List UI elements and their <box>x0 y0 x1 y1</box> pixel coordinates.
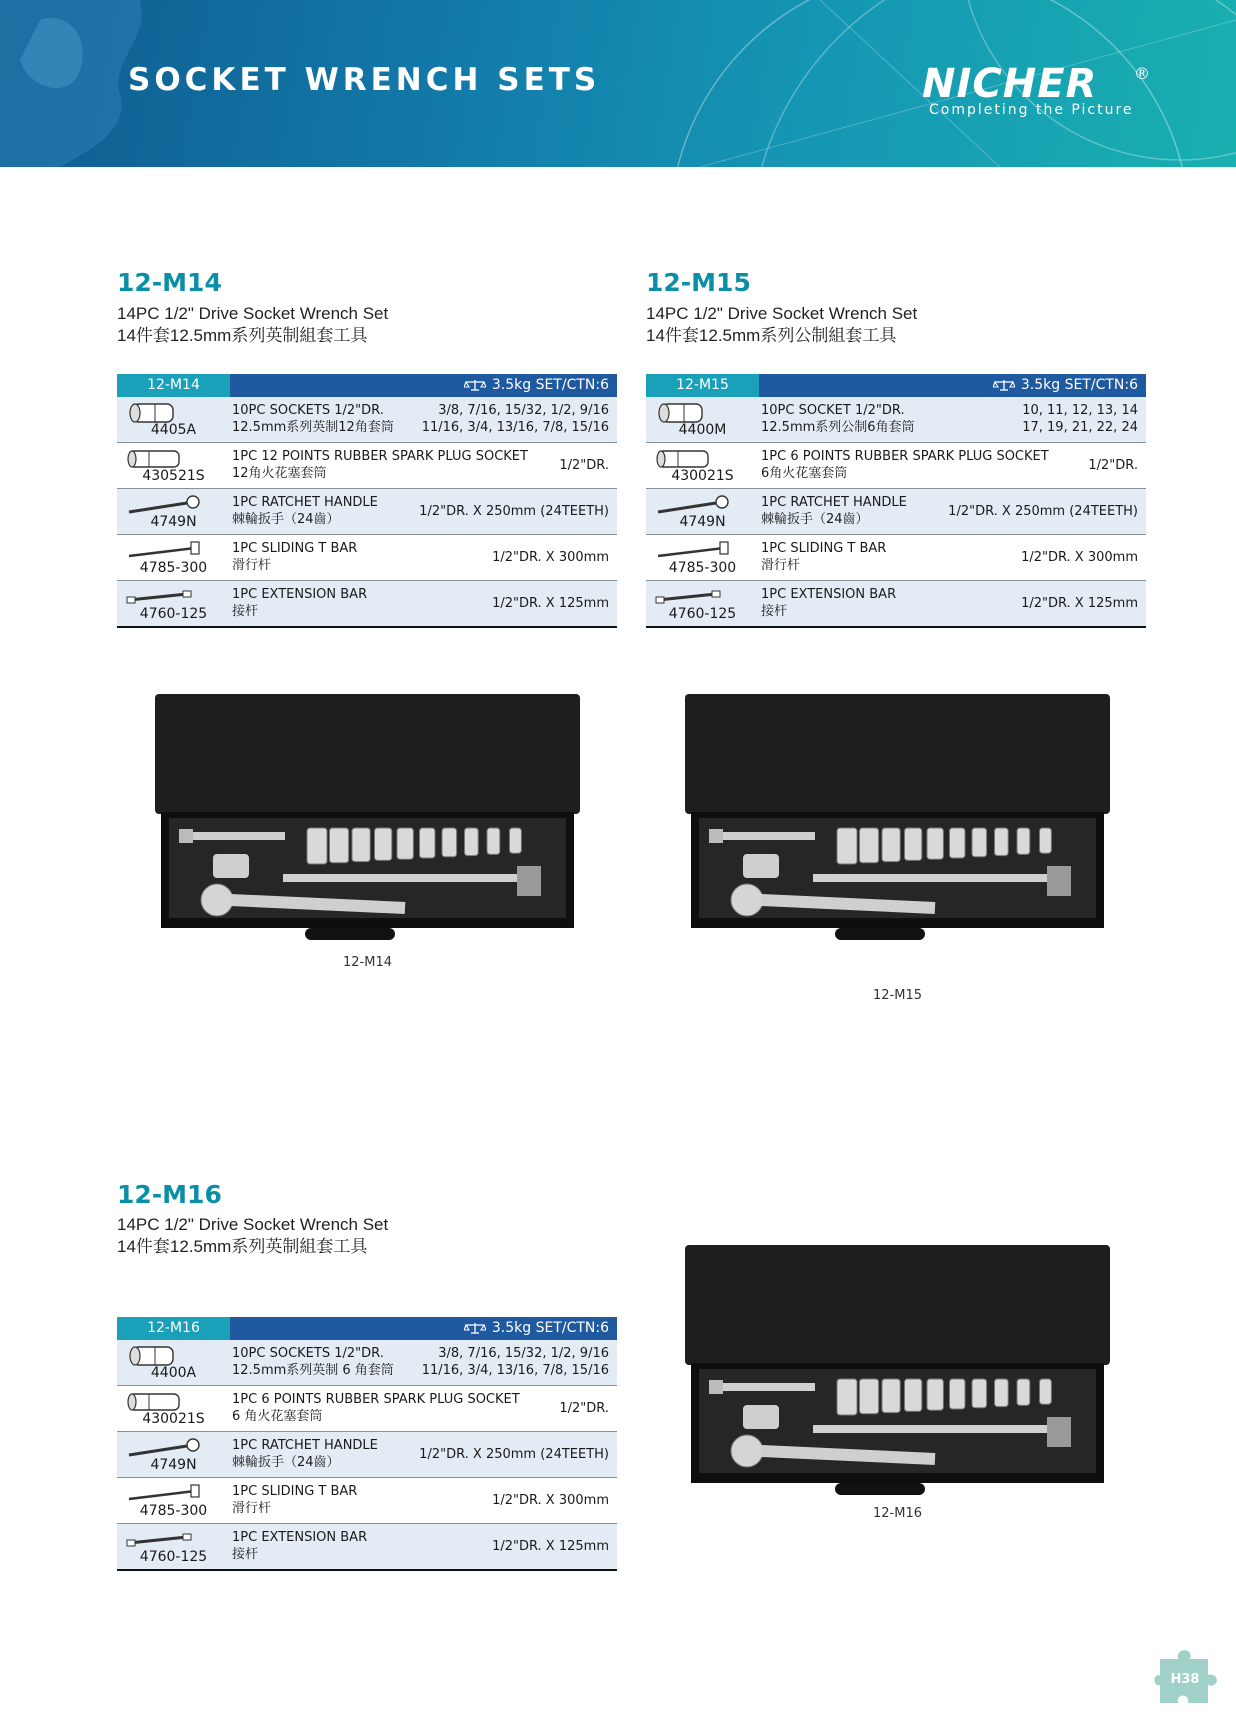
item-name-en: 1PC EXTENSION BAR <box>761 587 897 602</box>
item-size <box>559 1400 609 1417</box>
part-number: 4405A <box>150 422 197 438</box>
item-size <box>948 503 1138 520</box>
item-size-line2: 17, 19, 21, 22, 24 <box>1022 420 1138 435</box>
item-name <box>232 1345 394 1379</box>
item-size-line1: 1/2"DR. <box>559 1401 609 1416</box>
item-size-line1: 1/2"DR. X 300mm <box>492 1493 609 1508</box>
page-title: SOCKET WRENCH SETS <box>128 62 601 98</box>
item-name <box>761 448 1049 482</box>
item-name-en: 1PC SLIDING T BAR <box>761 541 887 556</box>
item-name-zh: 棘輪扳手（24齒） <box>232 512 340 527</box>
table-row <box>117 1432 617 1478</box>
spec-table-code: 12-M14 <box>117 374 230 397</box>
item-size <box>422 1345 609 1379</box>
tool-case-image <box>155 694 580 940</box>
set-description <box>646 303 917 347</box>
item-size-line1: 1/2"DR. X 125mm <box>1021 596 1138 611</box>
item-name-zh: 接杆 <box>232 1547 259 1562</box>
registered-mark: ® <box>1134 64 1150 83</box>
item-name-zh: 12角火花塞套筒 <box>232 466 327 481</box>
item-size <box>419 503 609 520</box>
weight-text: 3.5kg SET/CTN:6 <box>491 377 609 393</box>
part-number: 4760-125 <box>139 606 208 622</box>
item-size-line1: 1/2"DR. X 250mm (24TEETH) <box>948 504 1138 519</box>
photo-caption: 12-M14 <box>343 955 392 970</box>
spec-table-rows <box>646 397 1146 628</box>
table-row <box>117 535 617 581</box>
item-size <box>1021 595 1138 612</box>
item-size-line2: 11/16, 3/4, 13/16, 7/8, 15/16 <box>421 420 609 435</box>
item-name-en: 1PC RATCHET HANDLE <box>761 495 907 510</box>
spec-table-rows <box>117 397 617 628</box>
spec-table-header <box>117 374 617 397</box>
table-row <box>646 443 1146 489</box>
part-number: 4400M <box>678 422 727 438</box>
item-name <box>232 1437 378 1471</box>
item-size <box>1088 457 1138 474</box>
part-number: 430021S <box>671 468 734 484</box>
brand-tagline: Completing the Picture <box>929 102 1134 118</box>
table-row <box>117 443 617 489</box>
table-row <box>117 1524 617 1571</box>
part-number: 4760-125 <box>668 606 737 622</box>
table-row <box>646 535 1146 581</box>
part-number: 430521S <box>142 468 205 484</box>
item-name-en: 10PC SOCKETS 1/2"DR. <box>232 403 384 418</box>
item-name-en: 1PC SLIDING T BAR <box>232 1484 358 1499</box>
item-size-line1: 3/8, 7/16, 15/32, 1/2, 9/16 <box>438 1346 609 1361</box>
set-model-title: 12-M14 <box>117 268 222 297</box>
set-description-en: 14PC 1/2" Drive Socket Wrench Set <box>646 304 918 323</box>
set-description-en: 14PC 1/2" Drive Socket Wrench Set <box>117 1215 389 1234</box>
item-name-en: 1PC EXTENSION BAR <box>232 1530 368 1545</box>
item-name-en: 1PC RATCHET HANDLE <box>232 495 378 510</box>
product-photo-12-m14 <box>155 694 580 944</box>
part-number: 4785-300 <box>139 1503 208 1519</box>
item-size-line1: 1/2"DR. X 300mm <box>1021 550 1138 565</box>
spec-table-weight <box>993 374 1138 397</box>
set-model-title: 12-M16 <box>117 1180 222 1209</box>
set-description-zh: 14件套12.5mm系列公制組套工具 <box>646 326 897 345</box>
item-size <box>492 549 609 566</box>
table-row <box>117 397 617 443</box>
item-size-line1: 1/2"DR. X 250mm (24TEETH) <box>419 504 609 519</box>
item-name-en: 1PC 6 POINTS RUBBER SPARK PLUG SOCKET <box>761 449 1049 464</box>
photo-caption: 12-M15 <box>873 988 922 1003</box>
item-name-en: 1PC RATCHET HANDLE <box>232 1438 378 1453</box>
item-size <box>1021 549 1138 566</box>
spec-table-code: 12-M16 <box>117 1317 230 1340</box>
item-name-zh: 6角火花塞套筒 <box>761 466 848 481</box>
item-size-line1: 1/2"DR. X 300mm <box>492 550 609 565</box>
item-name <box>232 540 357 574</box>
item-name <box>232 402 394 436</box>
set-description-en: 14PC 1/2" Drive Socket Wrench Set <box>117 304 389 323</box>
spec-table-weight <box>464 374 609 397</box>
item-name <box>232 1391 520 1425</box>
part-number: 430021S <box>142 1411 205 1427</box>
part-number: 4749N <box>679 514 726 530</box>
item-size-line1: 1/2"DR. <box>1088 458 1138 473</box>
product-photo-12-m15 <box>685 694 1110 944</box>
item-size-line1: 1/2"DR. X 250mm (24TEETH) <box>419 1447 609 1462</box>
item-name-zh: 接杆 <box>761 604 788 619</box>
scale-icon <box>464 379 486 391</box>
set-description <box>117 303 388 347</box>
scale-icon <box>993 379 1015 391</box>
brand-logo: NICHER <box>922 61 1098 107</box>
item-size-line1: 3/8, 7/16, 15/32, 1/2, 9/16 <box>438 403 609 418</box>
item-name <box>761 402 915 436</box>
set-description-zh: 14件套12.5mm系列英制組套工具 <box>117 1237 368 1256</box>
item-name-zh: 接杆 <box>232 604 259 619</box>
item-name-zh: 12.5mm系列英制12角套筒 <box>232 420 394 435</box>
item-name-en: 1PC 6 POINTS RUBBER SPARK PLUG SOCKET <box>232 1392 520 1407</box>
item-name <box>232 494 378 528</box>
item-size <box>492 595 609 612</box>
item-name-en: 10PC SOCKET 1/2"DR. <box>761 403 905 418</box>
item-size <box>1022 402 1138 436</box>
part-number: 4760-125 <box>139 1549 208 1565</box>
item-name <box>761 586 896 620</box>
photo-caption: 12-M16 <box>873 1506 922 1521</box>
part-number: 4785-300 <box>668 560 737 576</box>
item-name-zh: 12.5mm系列公制6角套筒 <box>761 420 915 435</box>
item-size <box>492 1492 609 1509</box>
table-row <box>646 397 1146 443</box>
tool-case-image <box>685 1245 1110 1495</box>
item-name-en: 1PC EXTENSION BAR <box>232 587 368 602</box>
product-photo-12-m16 <box>685 1245 1110 1499</box>
table-row <box>646 581 1146 628</box>
item-size <box>492 1538 609 1555</box>
item-size <box>422 402 609 436</box>
spec-table <box>117 374 617 628</box>
item-name-zh: 棘輪扳手（24齒） <box>232 1455 340 1470</box>
spec-table <box>646 374 1146 628</box>
item-name <box>761 494 907 528</box>
page-number: H38 <box>1170 1672 1200 1687</box>
part-number: 4749N <box>150 514 197 530</box>
part-number: 4785-300 <box>139 560 208 576</box>
page-number-badge <box>1152 1645 1230 1715</box>
item-name-en: 10PC SOCKETS 1/2"DR. <box>232 1346 384 1361</box>
tool-case-image <box>685 694 1110 940</box>
spec-table-header <box>646 374 1146 397</box>
item-name-zh: 滑行杆 <box>232 1501 272 1516</box>
item-size-line1: 1/2"DR. X 125mm <box>492 1539 609 1554</box>
scale-icon <box>464 1322 486 1334</box>
spec-table-code: 12-M15 <box>646 374 759 397</box>
spec-table-rows <box>117 1340 617 1571</box>
table-row <box>117 581 617 628</box>
item-name-zh: 12.5mm系列英制 6 角套筒 <box>232 1363 394 1378</box>
item-name-en: 1PC 12 POINTS RUBBER SPARK PLUG SOCKET <box>232 449 528 464</box>
item-size-line2: 11/16, 3/4, 13/16, 7/8, 15/16 <box>421 1363 609 1378</box>
item-size-line1: 1/2"DR. X 125mm <box>492 596 609 611</box>
item-name <box>232 1483 357 1517</box>
weight-text: 3.5kg SET/CTN:6 <box>491 1320 609 1336</box>
spec-table-weight <box>464 1317 609 1340</box>
part-number: 4400A <box>150 1365 197 1381</box>
table-row <box>117 1478 617 1524</box>
spec-table-header <box>117 1317 617 1340</box>
table-row <box>117 1386 617 1432</box>
item-size-line1: 1/2"DR. <box>559 458 609 473</box>
item-name <box>232 586 367 620</box>
set-description <box>117 1214 388 1258</box>
item-name <box>761 540 886 574</box>
table-row <box>117 1340 617 1386</box>
item-size <box>559 457 609 474</box>
item-size <box>419 1446 609 1463</box>
item-name-zh: 滑行杆 <box>761 558 801 573</box>
set-description-zh: 14件套12.5mm系列英制組套工具 <box>117 326 368 345</box>
header-banner <box>0 0 1236 167</box>
spec-table <box>117 1317 617 1571</box>
part-number: 4749N <box>150 1457 197 1473</box>
item-name-en: 1PC SLIDING T BAR <box>232 541 358 556</box>
item-name <box>232 1529 367 1563</box>
item-name-zh: 滑行杆 <box>232 558 272 573</box>
table-row <box>646 489 1146 535</box>
weight-text: 3.5kg SET/CTN:6 <box>1020 377 1138 393</box>
set-model-title: 12-M15 <box>646 268 751 297</box>
table-row <box>117 489 617 535</box>
item-name <box>232 448 528 482</box>
item-name-zh: 6 角火花塞套筒 <box>232 1409 323 1424</box>
item-name-zh: 棘輪扳手（24齒） <box>761 512 869 527</box>
item-size-line1: 10, 11, 12, 13, 14 <box>1022 403 1138 418</box>
